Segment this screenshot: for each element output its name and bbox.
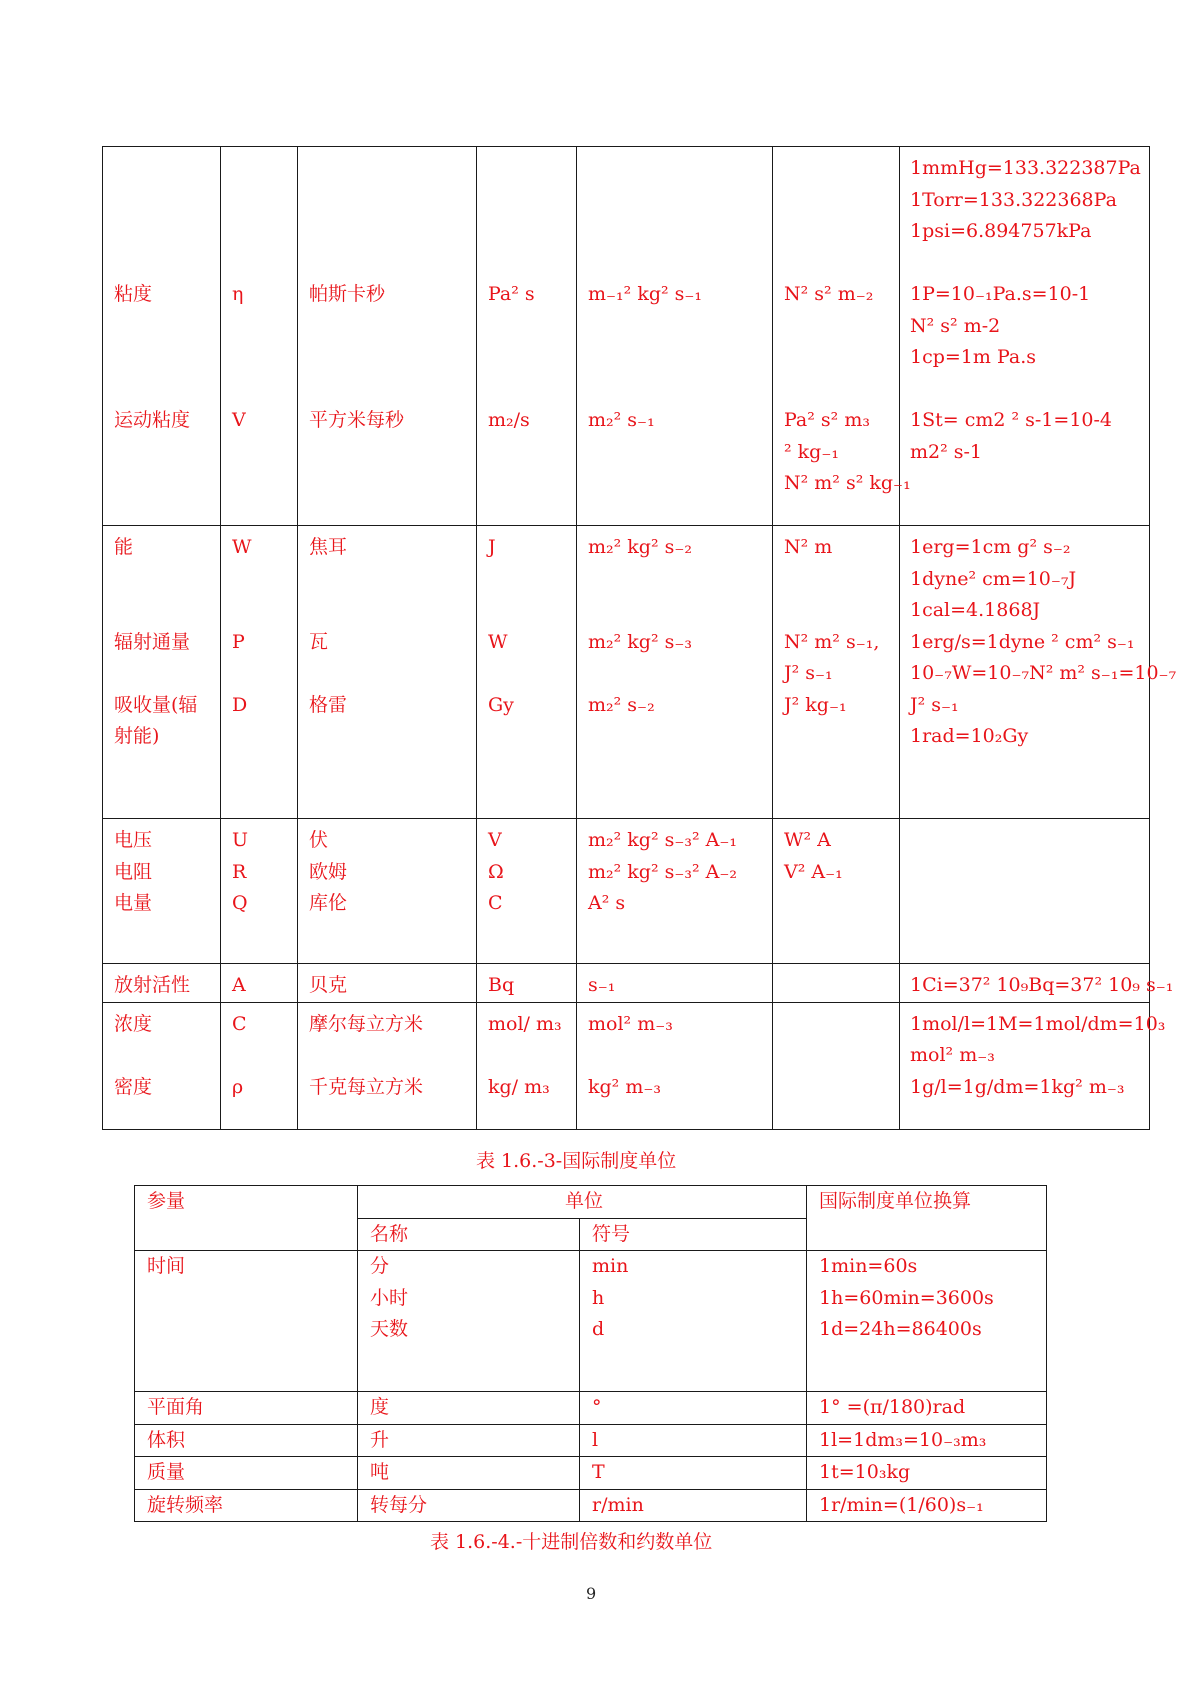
cell-line: W <box>232 536 252 558</box>
table-row <box>103 147 1150 526</box>
header-conversion: 国际制度单位换算 <box>807 1186 1047 1251</box>
cell-line <box>114 216 214 248</box>
cell-line: 10₋₇W=10₋₇N² m² s₋₁=10₋₇ <box>910 662 1177 684</box>
cell-line: C <box>488 892 503 914</box>
cell-line: V <box>232 409 246 431</box>
cell-conversion <box>807 1457 1047 1490</box>
cell-line <box>784 311 893 343</box>
cell-line <box>114 1040 214 1072</box>
units-table-continued <box>102 146 1177 1130</box>
cell-line: kg/ m₃ <box>488 1075 550 1098</box>
cell-symbol <box>221 819 298 964</box>
cell-line: 放射活性 <box>114 974 191 996</box>
cell-line <box>784 248 893 280</box>
cell-line: V² A₋₁ <box>784 860 843 883</box>
cell-line <box>488 374 570 406</box>
cell-line: 1h=60min=3600s <box>819 1286 994 1309</box>
cell-param: 时间 <box>135 1251 358 1392</box>
cell-line: 1P=10₋₁Pa.s=10-1 <box>910 283 1091 305</box>
cell-line: Bq <box>488 974 515 996</box>
cell-line <box>309 658 470 690</box>
cell-line <box>910 374 1143 406</box>
cell-line: W <box>488 630 508 653</box>
cell-line: C <box>232 1012 247 1035</box>
table-row <box>135 1392 1047 1425</box>
cell-symbol <box>221 147 298 526</box>
cell-line: A² s <box>588 892 626 914</box>
cell-line <box>114 564 214 596</box>
cell-line <box>784 153 893 185</box>
cell-line: N² s² m₋₂ <box>784 283 874 305</box>
cell-line: 贝克 <box>309 974 348 996</box>
cell-line <box>232 342 291 374</box>
page-number: 9 <box>586 1584 597 1603</box>
cell-derived <box>773 964 900 1003</box>
cell-line: mol² m₋₃ <box>910 1044 995 1066</box>
cell-line: r/min <box>592 1493 644 1516</box>
cell-line <box>588 342 766 374</box>
cell-line: 射能) <box>114 725 160 747</box>
cell-line: 电量 <box>114 892 153 914</box>
cell-symbol <box>580 1424 807 1457</box>
cell-line <box>784 185 893 217</box>
table-caption-1: 表 1.6.-3-国际制度单位 <box>476 1150 677 1172</box>
cell-line <box>588 564 766 596</box>
header-symbol: 符号 <box>580 1218 807 1251</box>
cell-line: 升 <box>370 1428 390 1451</box>
cell-line: Ω <box>488 860 504 883</box>
cell-line: Pa² s <box>488 283 535 305</box>
cell-line: 1erg/s=1dyne ² cm² s₋₁ <box>910 630 1135 653</box>
cell-line: 浓度 <box>114 1012 153 1035</box>
cell-conversion <box>807 1251 1047 1392</box>
cell-line <box>114 248 214 280</box>
cell-line <box>488 1040 570 1072</box>
cell-line: 1St= cm2 ² s-1=10-4 <box>910 409 1113 431</box>
cell-line <box>309 564 470 596</box>
cell-quantity <box>103 964 221 1003</box>
cell-line: 千克每立方米 <box>309 1075 424 1098</box>
cell-line <box>910 248 1143 280</box>
cell-line: 粘度 <box>114 283 153 305</box>
cell-line <box>488 185 570 217</box>
cell-line: min <box>592 1255 629 1277</box>
cell-line: 电压 <box>114 829 153 851</box>
cell-unit-symbol <box>477 1002 577 1129</box>
cell-line <box>784 564 893 596</box>
table-row <box>103 1002 1150 1129</box>
cell-line: m₋₁² kg² s₋₁ <box>588 283 703 305</box>
cell-line <box>488 311 570 343</box>
cell-line: A <box>232 974 246 996</box>
cell-line <box>232 248 291 280</box>
table-row <box>103 526 1150 819</box>
header-unit: 单位 <box>358 1186 807 1219</box>
cell-line <box>588 248 766 280</box>
cell-symbol <box>580 1251 807 1392</box>
cell-line: D <box>232 693 248 716</box>
cell-si-base <box>577 1002 773 1129</box>
cell-line: l <box>592 1428 599 1451</box>
cell-line: 焦耳 <box>309 536 348 558</box>
cell-line: J² s₋₁ <box>910 693 959 716</box>
cell-conversion <box>807 1424 1047 1457</box>
cell-line: 1cal=4.1868J <box>910 599 1041 621</box>
cell-line: 摩尔每立方米 <box>309 1012 424 1035</box>
table-row <box>103 964 1150 1003</box>
cell-line <box>588 185 766 217</box>
cell-line <box>488 153 570 185</box>
table-row <box>103 819 1150 964</box>
cell-line: m2² s-1 <box>910 440 983 463</box>
cell-line <box>232 1040 291 1072</box>
cell-line: 1t=10₃kg <box>819 1461 911 1483</box>
cell-derived <box>773 1002 900 1129</box>
cell-line: 转每分 <box>370 1493 428 1516</box>
cell-line <box>309 185 470 217</box>
cell-line: 电阻 <box>114 860 153 883</box>
header-param: 参量 <box>135 1186 358 1251</box>
cell-derived <box>773 819 900 964</box>
cell-conversion <box>900 819 1150 964</box>
cell-line: 1erg=1cm g² s₋₂ <box>910 536 1071 558</box>
cell-line: d <box>592 1318 605 1340</box>
cell-line: Gy <box>488 693 514 716</box>
cell-name <box>358 1457 580 1490</box>
cell-line <box>309 374 470 406</box>
cell-line: h <box>592 1286 605 1309</box>
cell-unit-symbol <box>477 526 577 819</box>
cell-line: R <box>232 860 247 883</box>
si-units-table <box>134 1185 1047 1522</box>
cell-name <box>358 1392 580 1425</box>
cell-line: Q <box>232 892 248 914</box>
cell-line <box>114 658 214 690</box>
header-name: 名称 <box>358 1218 580 1251</box>
cell-line <box>588 153 766 185</box>
cell-quantity <box>103 526 221 819</box>
cell-line: ° <box>592 1396 602 1418</box>
cell-line <box>488 595 570 627</box>
cell-param: 旋转频率 <box>135 1489 358 1522</box>
cell-symbol <box>221 964 298 1003</box>
cell-line: J² s₋₁ <box>784 662 833 684</box>
cell-line <box>784 216 893 248</box>
cell-line: 1cp=1m Pa.s <box>910 346 1037 368</box>
cell-line: N² m² s² kg₋₁ <box>784 472 911 494</box>
cell-line: 1min=60s <box>819 1255 918 1277</box>
cell-line: 欧姆 <box>309 860 348 883</box>
cell-line <box>232 311 291 343</box>
cell-line: 吨 <box>370 1461 390 1483</box>
cell-line: 库伦 <box>309 892 348 914</box>
cell-unit-name <box>298 819 477 964</box>
table-row <box>135 1424 1047 1457</box>
cell-unit-symbol <box>477 147 577 526</box>
cell-name <box>358 1489 580 1522</box>
cell-line: N² m <box>784 536 833 558</box>
cell-line: 1Ci=37² 10₉Bq=37² 10₉ s₋₁ <box>910 974 1174 996</box>
cell-line <box>232 185 291 217</box>
cell-line: 伏 <box>309 829 329 851</box>
cell-line <box>232 153 291 185</box>
cell-line: m₂² s₋₁ <box>588 409 655 431</box>
cell-unit-name <box>298 964 477 1003</box>
cell-line <box>114 185 214 217</box>
cell-line: J² kg₋₁ <box>784 693 847 716</box>
cell-symbol <box>580 1457 807 1490</box>
cell-line <box>588 374 766 406</box>
cell-line: 瓦 <box>309 630 329 653</box>
cell-line: 1psi=6.894757kPa <box>910 220 1092 242</box>
cell-conversion <box>807 1392 1047 1425</box>
cell-line: 平方米每秒 <box>309 409 405 431</box>
cell-line: 1rad=10₂Gy <box>910 725 1029 747</box>
cell-line: 能 <box>114 536 134 558</box>
cell-symbol <box>221 1002 298 1129</box>
cell-si-base <box>577 526 773 819</box>
cell-line <box>588 1040 766 1072</box>
cell-line <box>114 153 214 185</box>
cell-conversion <box>900 964 1174 1003</box>
cell-derived <box>773 147 911 526</box>
cell-line: N² s² m-2 <box>910 314 1001 337</box>
cell-line: m₂² kg² s₋₃ <box>588 630 693 653</box>
cell-line <box>309 595 470 627</box>
cell-line <box>588 595 766 627</box>
cell-line <box>309 248 470 280</box>
cell-line <box>309 1040 470 1072</box>
cell-line: m₂² kg² s₋₃² A₋₁ <box>588 829 738 851</box>
cell-line <box>588 658 766 690</box>
cell-name <box>358 1424 580 1457</box>
cell-line: 1Torr=133.322368Pa <box>910 188 1117 211</box>
cell-line: 运动粘度 <box>114 409 191 431</box>
cell-unit-name <box>298 1002 477 1129</box>
cell-line: mol² m₋₃ <box>588 1012 673 1035</box>
cell-line: U <box>232 829 249 851</box>
cell-symbol <box>580 1392 807 1425</box>
cell-line: 1mmHg=133.322387Pa <box>910 157 1141 179</box>
cell-line <box>309 216 470 248</box>
cell-unit-symbol <box>477 819 577 964</box>
cell-line <box>588 311 766 343</box>
cell-line: s₋₁ <box>588 974 616 996</box>
cell-line <box>232 564 291 596</box>
table-row <box>135 1251 1047 1392</box>
cell-si-base <box>577 819 773 964</box>
cell-line: ² kg₋₁ <box>784 440 839 463</box>
cell-line: 密度 <box>114 1075 153 1098</box>
cell-line: V <box>488 829 502 851</box>
cell-line: Pa² s² m₃ <box>784 409 870 431</box>
cell-param: 平面角 <box>135 1392 358 1425</box>
table-caption-2: 表 1.6.-4.-十进制倍数和约数单位 <box>430 1531 713 1553</box>
cell-line <box>309 311 470 343</box>
cell-line: 吸收量(辐 <box>114 693 198 716</box>
cell-si-base <box>577 964 773 1003</box>
cell-line: 1r/min=(1/60)s₋₁ <box>819 1493 984 1516</box>
cell-conversion <box>900 147 1150 526</box>
cell-line: 度 <box>370 1396 390 1418</box>
cell-line <box>784 595 893 627</box>
cell-line: 1° =(π/180)rad <box>819 1396 966 1418</box>
cell-line: W² A <box>784 829 831 851</box>
cell-si-base <box>577 147 773 526</box>
cell-line: 1l=1dm₃=10₋₃m₃ <box>819 1428 987 1451</box>
cell-line <box>232 658 291 690</box>
cell-line <box>488 216 570 248</box>
cell-line: kg² m₋₃ <box>588 1075 661 1098</box>
cell-line: P <box>232 630 245 653</box>
table-row <box>135 1457 1047 1490</box>
cell-line <box>232 595 291 627</box>
cell-line <box>488 248 570 280</box>
cell-line: m₂² kg² s₋₂ <box>588 536 693 558</box>
cell-param: 质量 <box>135 1457 358 1490</box>
table-row <box>135 1489 1047 1522</box>
cell-line: 1g/l=1g/dm=1kg² m₋₃ <box>910 1075 1125 1098</box>
cell-line: m₂² kg² s₋₃² A₋₂ <box>588 860 738 883</box>
cell-quantity <box>103 819 221 964</box>
cell-line: 小时 <box>370 1286 409 1309</box>
cell-line <box>114 374 214 406</box>
cell-symbol <box>221 526 298 819</box>
cell-line <box>488 342 570 374</box>
cell-name <box>358 1251 580 1392</box>
cell-line <box>488 564 570 596</box>
cell-param: 体积 <box>135 1424 358 1457</box>
cell-line <box>488 658 570 690</box>
cell-line <box>114 311 214 343</box>
cell-line <box>114 595 214 627</box>
cell-line <box>309 342 470 374</box>
cell-line: T <box>592 1461 605 1483</box>
cell-unit-name <box>298 526 477 819</box>
cell-line: 分 <box>370 1255 390 1277</box>
cell-line: η <box>232 283 244 305</box>
cell-line: 天数 <box>370 1318 409 1340</box>
cell-line: 1dyne² cm=10₋₇J <box>910 567 1077 590</box>
cell-line: J <box>488 536 496 558</box>
cell-line <box>232 374 291 406</box>
cell-quantity <box>103 1002 221 1129</box>
cell-line <box>784 342 893 374</box>
cell-line: 1d=24h=86400s <box>819 1318 982 1340</box>
cell-line <box>784 374 893 406</box>
cell-derived <box>773 526 900 819</box>
cell-line: N² m² s₋₁, <box>784 630 880 653</box>
cell-line: m₂² s₋₂ <box>588 693 655 716</box>
cell-line: m₂/s <box>488 409 530 431</box>
cell-conversion <box>900 526 1177 819</box>
cell-line: ρ <box>232 1075 244 1098</box>
cell-line <box>232 216 291 248</box>
cell-line <box>309 153 470 185</box>
cell-line: 1mol/l=1M=1mol/dm=10₃ <box>910 1012 1166 1035</box>
cell-line: 辐射通量 <box>114 630 191 653</box>
cell-line: mol/ m₃ <box>488 1012 562 1035</box>
cell-symbol <box>580 1489 807 1522</box>
cell-line: 格雷 <box>309 693 348 716</box>
cell-conversion <box>807 1489 1047 1522</box>
cell-quantity <box>103 147 221 526</box>
cell-line <box>114 342 214 374</box>
cell-conversion <box>900 1002 1166 1129</box>
cell-unit-name <box>298 147 477 526</box>
cell-line <box>588 216 766 248</box>
cell-unit-symbol <box>477 964 577 1003</box>
cell-line: 帕斯卡秒 <box>309 283 386 305</box>
